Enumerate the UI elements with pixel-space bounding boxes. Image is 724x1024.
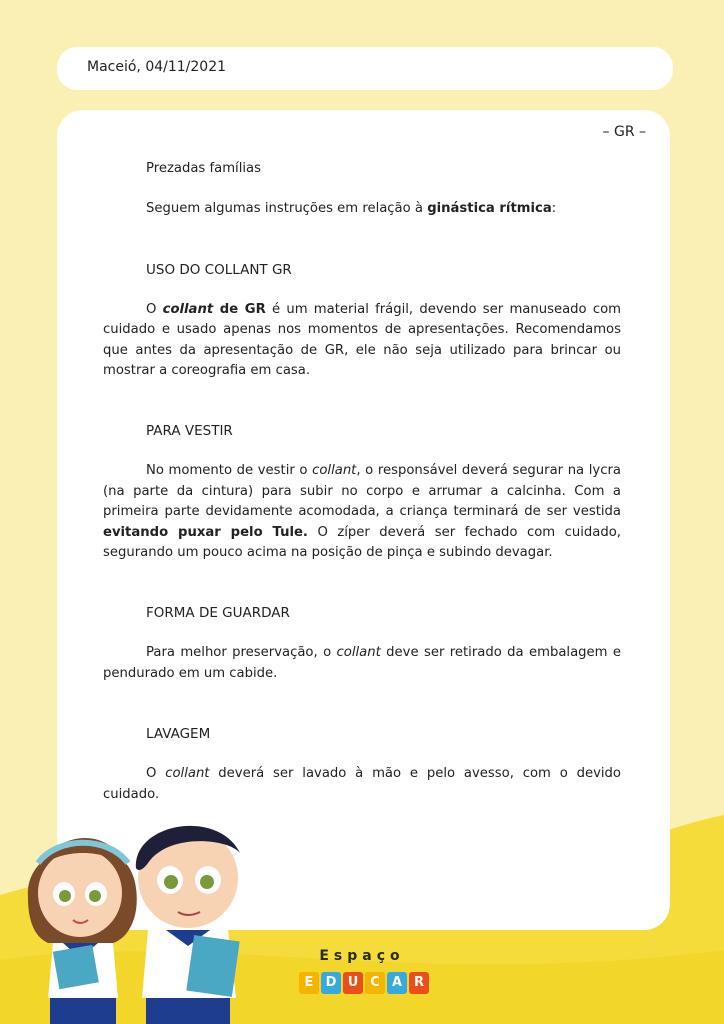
intro-paragraph — [103, 199, 621, 219]
section-title-vestir: PARA VESTIR — [146, 423, 233, 440]
girl-figure — [28, 838, 137, 1024]
section-title-lavagem: LAVAGEM — [146, 726, 211, 743]
s1-d: é um material frágil, devendo ser manuseado com cuidado e usado apenas nos momentos de apresentações. Recomendamos que antes da apresentação de GR, ele não seja utilizado para brincar ou mostrar a coreografia em casa. — [103, 301, 621, 379]
letter-card — [57, 110, 670, 930]
section-body-vestir — [103, 461, 621, 563]
s2-a: No momento de vestir o — [146, 463, 313, 479]
section-title-guardar: FORMA DE GUARDAR — [146, 605, 290, 622]
section-title-collant: USO DO COLLANT GR — [146, 261, 292, 278]
s2-e: O zíper deverá ser fechado com cuidado, segurando um pouco acima na posição de pinça e subindo devagar. — [103, 524, 621, 561]
logo-letter: U — [343, 972, 363, 994]
s2-c: , o responsável deverá segurar na lycra (na parte da cintura) para subir no corpo e arrumar a calcinha. Com a primeira parte devidamente acomodada, a criança terminará de ser vestida — [103, 463, 621, 520]
section-body-collant — [103, 300, 621, 382]
date-text: Maceió, 04/11/2021 — [87, 59, 227, 75]
s3-a: Para melhor preservação, o — [146, 645, 337, 661]
logo-letter: E — [299, 972, 319, 994]
letter-content — [103, 159, 621, 805]
s2-d: evitando puxar pelo Tule. — [103, 524, 308, 540]
section-body-guardar — [103, 643, 621, 684]
boy-figure — [136, 826, 240, 1024]
intro-end: : — [551, 201, 557, 217]
s2-b: collant — [312, 463, 357, 479]
s4-b: collant — [165, 766, 210, 782]
logo-letter: R — [409, 972, 429, 994]
intro-text: Seguem algumas instruções em relação à — [146, 201, 428, 217]
espaco-educar-logo — [297, 948, 427, 1000]
s1-a: O — [146, 301, 163, 317]
date-box — [57, 47, 673, 90]
logo-letter: A — [387, 972, 407, 994]
s1-b: collant — [162, 301, 214, 317]
intro-bold: ginástica rítmica — [427, 201, 552, 217]
logo-top-text: Espaço — [319, 948, 405, 964]
s4-a: O — [146, 766, 166, 782]
section-body-lavagem — [103, 764, 621, 805]
page-tag: – GR – — [602, 124, 646, 140]
s1-c: de GR — [213, 301, 266, 317]
kids-illustration — [18, 808, 254, 1024]
s3-b: collant — [336, 645, 381, 661]
logo-letter: D — [321, 972, 341, 994]
s4-c: deverá ser lavado à mão e pelo avesso, com o devido cuidado. — [103, 766, 621, 802]
logo-letter: C — [365, 972, 385, 994]
s3-c: deve ser retirado da embalagem e pendurado em um cabide. — [103, 645, 621, 681]
greeting: Prezadas famílias — [146, 161, 261, 176]
logo-letters — [299, 972, 429, 994]
